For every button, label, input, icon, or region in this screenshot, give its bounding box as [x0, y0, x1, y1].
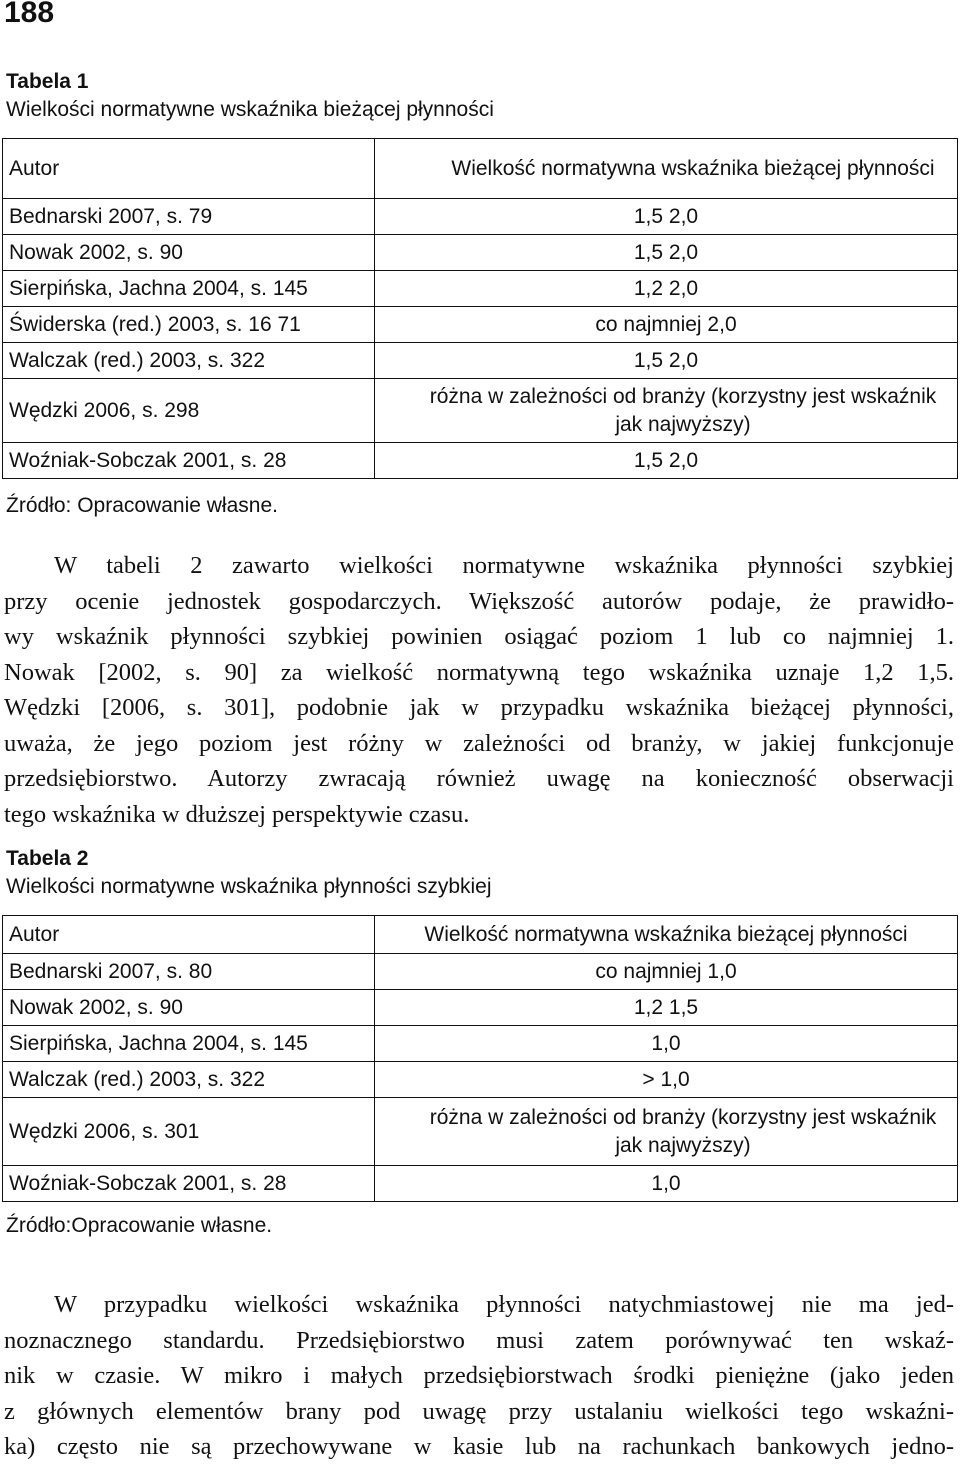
table1-cell-value: 1,5 2,0 — [375, 235, 958, 271]
table2 — [2, 915, 958, 1202]
paragraph-line: W przypadku wielkości wskaźnika płynności natychmiastowej nie ma jed- — [54, 1291, 954, 1318]
paragraph-line: W tabeli 2 zawarto wielkości normatywne wskaźnika płynności szybkiej — [54, 552, 954, 579]
table2-label: Tabela 2 — [6, 847, 89, 870]
table2-cell-author: Nowak 2002, s. 90 — [3, 990, 375, 1026]
table-row — [3, 307, 958, 343]
table2-cell-author: Bednarski 2007, s. 80 — [3, 954, 375, 990]
paragraph-line: przy ocenie jednostek gospodarczych. Większość autorów podaje, że prawidło- — [4, 587, 954, 615]
table-row — [3, 235, 958, 271]
table1-cell-value: 1,5 2,0 — [375, 343, 958, 379]
table1-caption — [6, 68, 494, 124]
table-row — [3, 199, 958, 235]
table-row — [3, 1062, 958, 1098]
table1-cell-author: Bednarski 2007, s. 79 — [3, 199, 375, 235]
table-row — [3, 443, 958, 479]
table-row — [3, 990, 958, 1026]
table1-cell-author: Walczak (red.) 2003, s. 322 — [3, 343, 375, 379]
paragraph-line: Nowak [2002, s. 90] za wielkość normatywną tego wskaźnika uznaje 1,2 1,5. — [4, 658, 954, 686]
table2-header-value: Wielkość normatywna wskaźnika bieżącej płynności — [375, 916, 958, 954]
table2-cell-author: Walczak (red.) 2003, s. 322 — [3, 1062, 375, 1098]
paragraph-2 — [4, 1287, 954, 1465]
paragraph-line: z głównych elementów brany pod uwagę przy ustalaniu wielkości tego wskaźni- — [4, 1397, 954, 1425]
table2-source: Źródło:Opracowanie własne. — [6, 1214, 273, 1237]
table-row — [3, 954, 958, 990]
table2-cell-value: 1,0 — [375, 1026, 958, 1062]
paragraph-line: uważa, że jego poziom jest różny w zależności od branży, w jakiej funkcjonuje — [4, 729, 954, 757]
table2-cell-value: różna w zależności od branży (korzystny jest wskaźnik jak najwyższy) — [375, 1098, 958, 1166]
table-row — [3, 343, 958, 379]
table1-cell-author: Woźniak-Sobczak 2001, s. 28 — [3, 443, 375, 479]
table1-cell-value: 1,2 2,0 — [375, 271, 958, 307]
table2-cell-value: > 1,0 — [375, 1062, 958, 1098]
paragraph-line: noznacznego standardu. Przedsiębiorstwo musi zatem porównywać ten wskaź- — [4, 1326, 954, 1354]
table2-title: Wielkości normatywne wskaźnika płynności szybkiej — [6, 875, 492, 898]
table2-header-row — [3, 916, 958, 954]
table1-header-row — [3, 139, 958, 199]
table1-cell-value: różna w zależności od branży (korzystny jest wskaźnik jak najwyższy) — [375, 379, 958, 443]
table1-cell-value: 1,5 2,0 — [375, 199, 958, 235]
paragraph-line: przedsiębiorstwo. Autorzy zwracają również uwagę na konieczność obserwacji — [4, 765, 954, 792]
table-row — [3, 271, 958, 307]
table-row — [3, 379, 958, 443]
paragraph-line: nik w czasie. W mikro i małych przedsiębiorstwach środki pieniężne (jako jeden — [4, 1362, 954, 1389]
table1-cell-author: Wędzki 2006, s. 298 — [3, 379, 375, 443]
table2-cell-author: Woźniak-Sobczak 2001, s. 28 — [3, 1166, 375, 1202]
table1-cell-author: Nowak 2002, s. 90 — [3, 235, 375, 271]
table1-header-value: Wielkość normatywna wskaźnika bieżącej płynności — [375, 139, 958, 199]
table1 — [2, 138, 958, 479]
table2-cell-author: Sierpińska, Jachna 2004, s. 145 — [3, 1026, 375, 1062]
paragraph-line: ka) często nie są przechowywane w kasie lub na rachunkach bankowych jedno- — [4, 1433, 954, 1460]
paragraph-line: tego wskaźnika w dłuższej perspektywie czasu. — [4, 800, 470, 828]
paragraph-line: wy wskaźnik płynności szybkiej powinien osiągać poziom 1 lub co najmniej 1. — [4, 623, 954, 650]
table1-source: Źródło: Opracowanie własne. — [6, 494, 278, 517]
table2-cell-author: Wędzki 2006, s. 301 — [3, 1098, 375, 1166]
table2-caption — [6, 845, 492, 901]
table1-cell-value: 1,5 2,0 — [375, 443, 958, 479]
table1-cell-author: Świderska (red.) 2003, s. 16 71 — [3, 307, 375, 343]
paragraph-line: Wędzki [2006, s. 301], podobnie jak w przypadku wskaźnika bieżącej płynności, — [4, 694, 954, 721]
table2-header-author: Autor — [3, 916, 375, 954]
table1-cell-value: co najmniej 2,0 — [375, 307, 958, 343]
table1-title: Wielkości normatywne wskaźnika bieżącej płynności — [6, 98, 494, 121]
paragraph-1 — [4, 548, 954, 832]
table2-cell-value: 1,2 1,5 — [375, 990, 958, 1026]
table-row — [3, 1166, 958, 1202]
table1-label: Tabela 1 — [6, 70, 89, 93]
table2-cell-value: co najmniej 1,0 — [375, 954, 958, 990]
table1-header-author: Autor — [3, 139, 375, 199]
table-row — [3, 1026, 958, 1062]
table2-cell-value: 1,0 — [375, 1166, 958, 1202]
table1-cell-author: Sierpińska, Jachna 2004, s. 145 — [3, 271, 375, 307]
table-row — [3, 1098, 958, 1166]
page-number: 188 — [4, 0, 55, 29]
